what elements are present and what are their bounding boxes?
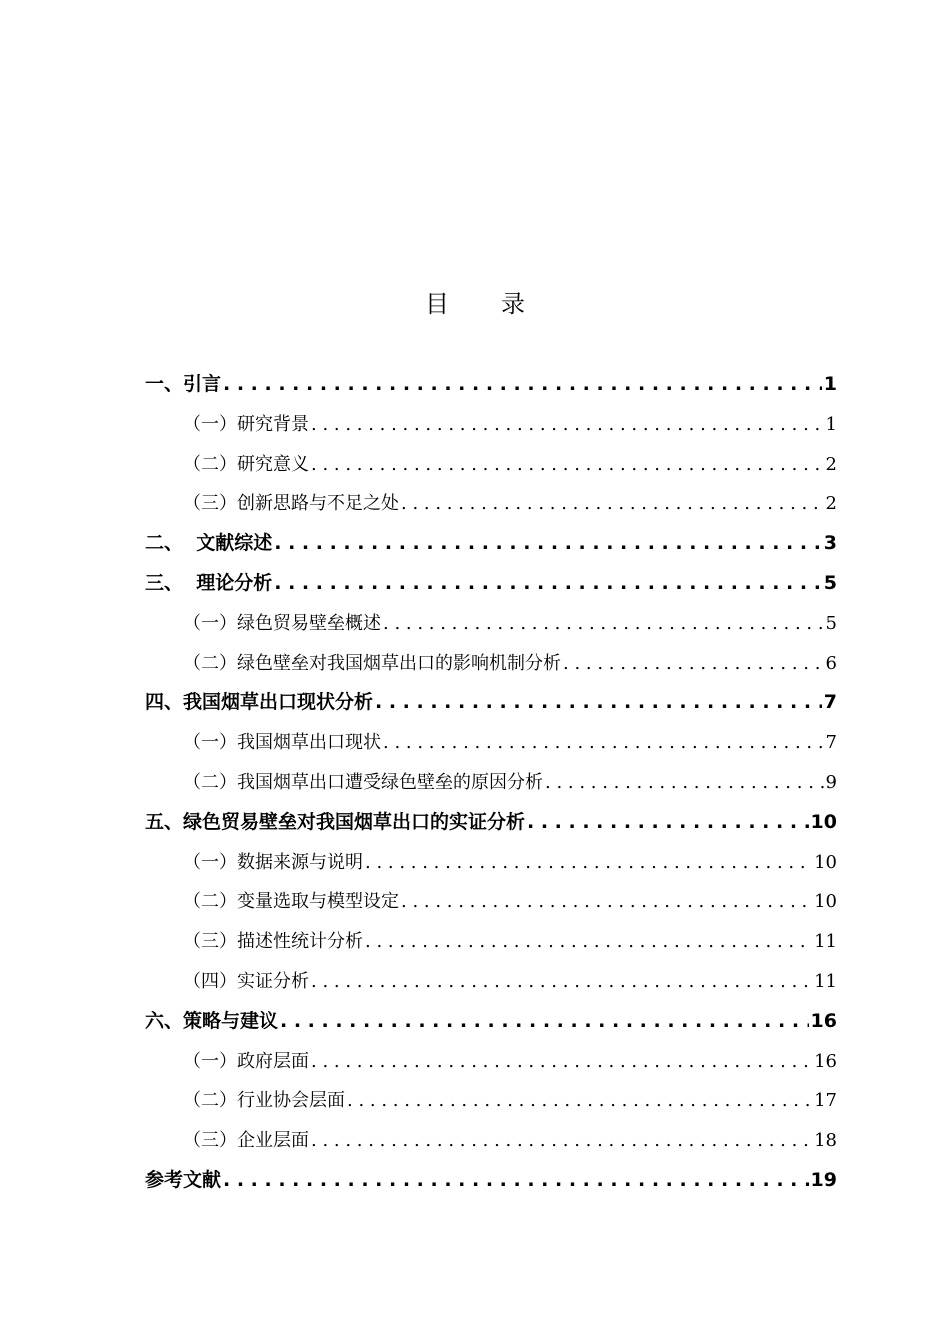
- toc-leader-dots: [375, 683, 822, 723]
- toc-subentry[interactable]: [145, 644, 837, 684]
- toc-leader-dots: [223, 1161, 809, 1201]
- toc-subentry[interactable]: [145, 445, 837, 485]
- toc-entry-label: （三）创新思路与不足之处: [183, 493, 399, 515]
- toc-entry-label: 二、 文献综述: [145, 532, 273, 555]
- toc-entry[interactable]: [145, 1002, 837, 1042]
- toc-entry-page: 2: [825, 493, 837, 515]
- toc-entry-page: 11: [814, 970, 837, 992]
- toc-subentry[interactable]: [145, 763, 837, 803]
- toc-leader-dots: [365, 922, 812, 962]
- toc-entry-label: （三）描述性统计分析: [183, 931, 363, 953]
- toc-subentry[interactable]: [145, 1042, 837, 1082]
- toc-entry-label: 参考文献: [145, 1168, 222, 1191]
- toc-subentry[interactable]: [145, 405, 837, 445]
- toc-entry-page: 2: [825, 453, 837, 475]
- toc-entry-label: （四）实证分析: [183, 970, 309, 992]
- toc-entry-page: 6: [825, 652, 837, 674]
- toc-entry-label: （一）研究背景: [183, 413, 309, 435]
- toc-leader-dots: [563, 644, 824, 684]
- toc-entry-label: （二）研究意义: [183, 453, 309, 475]
- toc-list: [145, 365, 837, 1201]
- toc-entry-page: 16: [810, 1009, 837, 1032]
- toc-leader-dots: [401, 882, 812, 922]
- toc-entry-page: 10: [814, 891, 837, 913]
- toc-entry-page: 7: [825, 732, 837, 754]
- toc-leader-dots: [274, 524, 822, 564]
- toc-entry[interactable]: [145, 1161, 837, 1201]
- toc-entry[interactable]: [145, 683, 837, 723]
- toc-entry-page: 1: [823, 373, 837, 395]
- toc-entry[interactable]: [145, 524, 837, 564]
- toc-entry-label: （二）行业协会层面: [183, 1090, 345, 1112]
- toc-entry-page: 3: [823, 532, 837, 555]
- toc-entry-page: 5: [825, 612, 837, 634]
- toc-entry-page: 19: [810, 1168, 837, 1191]
- toc-entry-label: （三）企业层面: [183, 1130, 309, 1152]
- toc-entry-page: 10: [810, 810, 837, 833]
- toc-subentry[interactable]: [145, 723, 837, 763]
- toc-leader-dots: [347, 1081, 812, 1121]
- toc-entry-label: 五、绿色贸易壁垒对我国烟草出口的实证分析: [145, 810, 526, 833]
- toc-entry-page: 18: [814, 1130, 837, 1152]
- toc-title-char-1: 目: [425, 290, 449, 318]
- toc-entry-page: 1: [825, 413, 837, 435]
- toc-subentry[interactable]: [145, 484, 837, 524]
- toc-entry-label: 三、 理论分析: [145, 571, 273, 594]
- toc-subentry[interactable]: [145, 843, 837, 883]
- toc-leader-dots: [401, 484, 824, 524]
- toc-leader-dots: [545, 763, 824, 803]
- toc-entry-label: （一）政府层面: [183, 1050, 309, 1072]
- toc-leader-dots: [383, 604, 824, 644]
- toc-leader-dots: [365, 843, 812, 883]
- toc-entry-page: 5: [823, 571, 837, 594]
- toc-subentry[interactable]: [145, 922, 837, 962]
- toc-entry-label: 四、我国烟草出口现状分析: [145, 691, 374, 714]
- toc-entry-label: （二）变量选取与模型设定: [183, 891, 399, 913]
- toc-title: [0, 286, 950, 322]
- toc-entry-label: （二）绿色壁垒对我国烟草出口的影响机制分析: [183, 652, 561, 674]
- toc-leader-dots: [223, 365, 822, 405]
- toc-subentry[interactable]: [145, 604, 837, 644]
- toc-entry-page: 16: [814, 1050, 837, 1072]
- toc-leader-dots: [274, 564, 822, 604]
- toc-subentry[interactable]: [145, 882, 837, 922]
- toc-entry[interactable]: [145, 803, 837, 843]
- toc-entry-page: 9: [825, 771, 837, 793]
- toc-entry-page: 11: [814, 931, 837, 953]
- toc-title-char-2: 录: [501, 290, 525, 318]
- toc-leader-dots: [311, 445, 824, 485]
- toc-entry-label: （一）数据来源与说明: [183, 851, 363, 873]
- toc-leader-dots: [527, 803, 809, 843]
- toc-entry-label: （一）绿色贸易壁垒概述: [183, 612, 381, 634]
- toc-entry-label: （一）我国烟草出口现状: [183, 732, 381, 754]
- toc-leader-dots: [311, 1121, 812, 1161]
- toc-entry-label: 六、策略与建议: [145, 1009, 279, 1032]
- toc-subentry[interactable]: [145, 1121, 837, 1161]
- toc-entry[interactable]: [145, 365, 837, 405]
- toc-leader-dots: [383, 723, 824, 763]
- toc-entry-page: 10: [814, 851, 837, 873]
- toc-leader-dots: [311, 962, 812, 1002]
- toc-leader-dots: [311, 1042, 812, 1082]
- toc-entry-page: 17: [814, 1090, 837, 1112]
- toc-entry-label: （二）我国烟草出口遭受绿色壁垒的原因分析: [183, 771, 543, 793]
- toc-leader-dots: [280, 1002, 809, 1042]
- toc-subentry[interactable]: [145, 962, 837, 1002]
- toc-subentry[interactable]: [145, 1081, 837, 1121]
- toc-entry-page: 7: [823, 691, 837, 714]
- toc-leader-dots: [311, 405, 824, 445]
- toc-entry-label: 一、引言: [145, 373, 222, 395]
- toc-entry[interactable]: [145, 564, 837, 604]
